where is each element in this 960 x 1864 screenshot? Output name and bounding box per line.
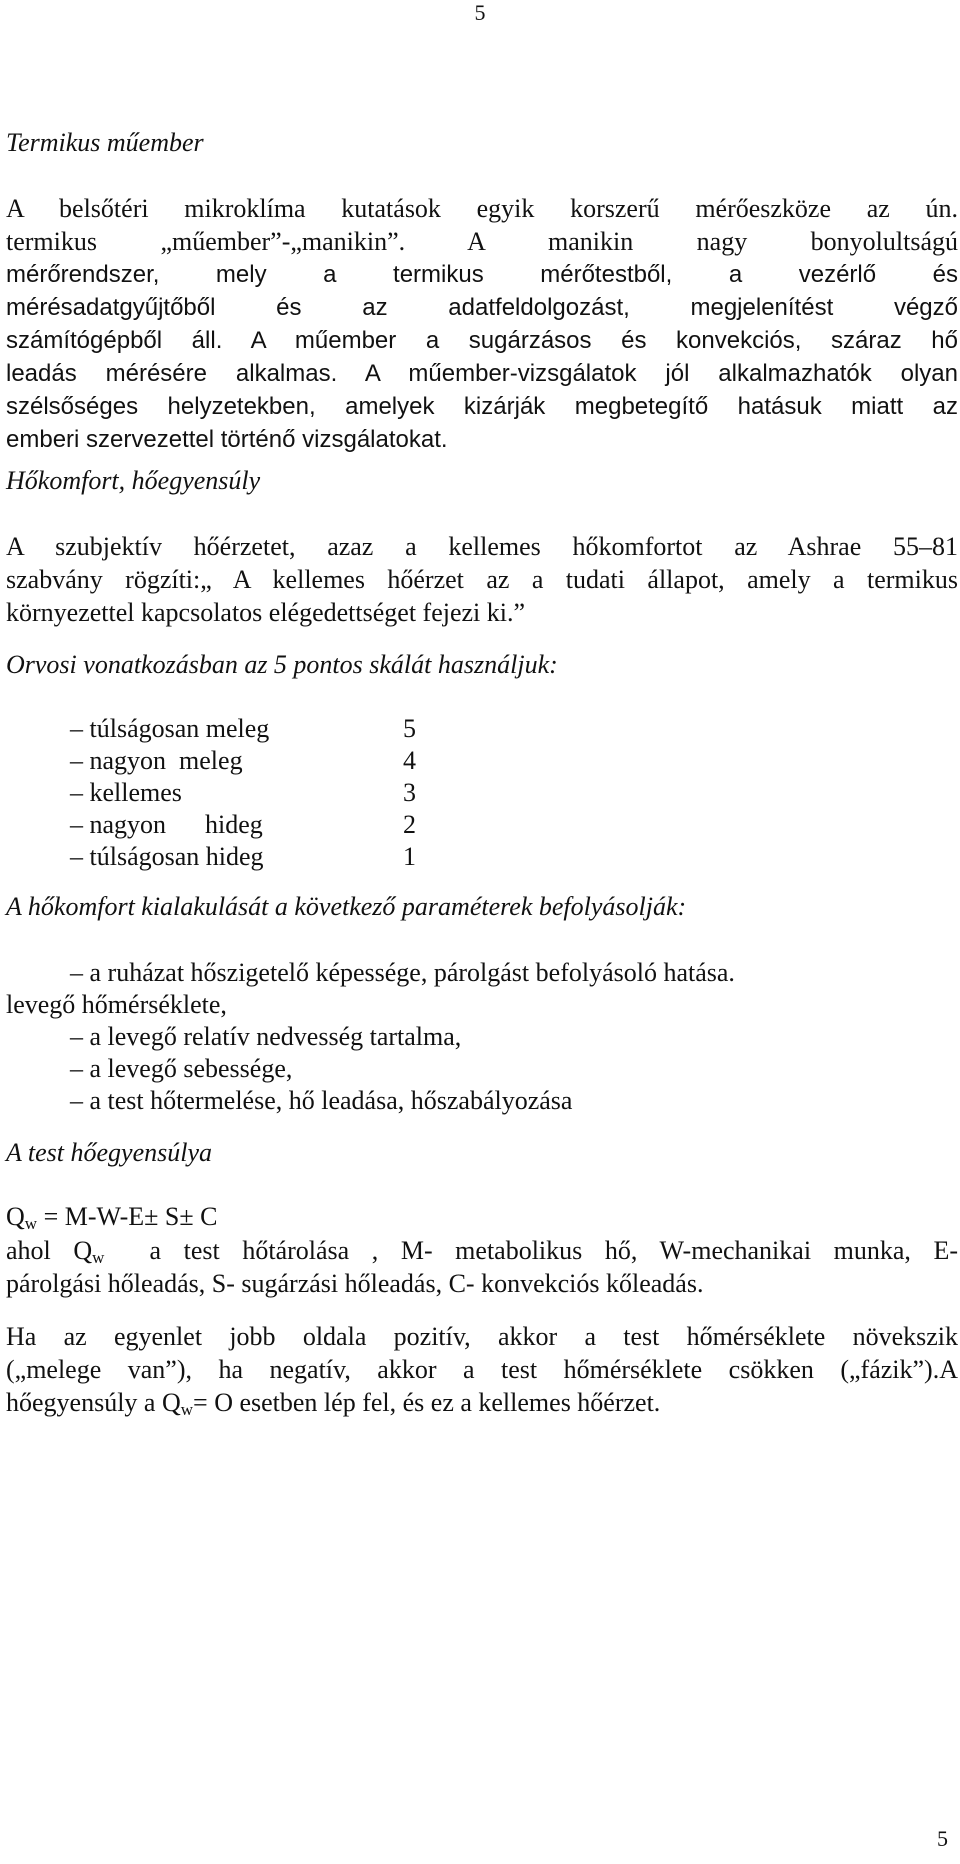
paragraph-line: környezettel kapcsolatos elégedettséget fejezi ki.” [6, 598, 526, 627]
scale-label: – túlságosan hideg [70, 842, 264, 871]
paragraph-line: termikus „műember”-„manikin”. A manikin nagy bonyolultságú [6, 227, 958, 256]
list-item: levegő hőmérséklete, [6, 990, 227, 1019]
section-title-termikus-muember: Termikus műember [6, 128, 204, 157]
scale-label: – nagyon hideg [70, 810, 263, 839]
section-title-hokomfort: Hőkomfort, hőegyensúly [6, 466, 261, 495]
page-number-bottom: 5 [937, 1826, 948, 1851]
section-title-orvosi-skala: Orvosi vonatkozásban az 5 pontos skálát használjuk: [6, 650, 558, 679]
formula-explanation: ahol $Q_w$ a test hőtárolása , M- metabolikus hő, W-mechanikai munka, E- [6, 1236, 958, 1267]
paragraph-line: A szubjektív hőérzetet, azaz a kellemes hőkomfortot az Ashrae 55–81 [6, 532, 958, 561]
paragraph-line: mérésadatgyűjtőből és az adatfeldolgozást, megjelenítést végző [6, 294, 958, 321]
scale-value: 3 [403, 778, 416, 807]
paragraph-line: („melege van”), ha negatív, akkor a test hőmérséklete csökken („fázik”).A [6, 1355, 958, 1384]
scale-value: 4 [403, 746, 416, 775]
scale-label: – nagyon meleg [70, 746, 243, 775]
list-item: – a levegő sebessége, [70, 1054, 293, 1083]
list-item: – a ruházat hőszigetelő képessége, párolgást befolyásoló hatása. [70, 958, 735, 987]
paragraph-line: emberi szervezettel történő vizsgálatokat. [6, 426, 448, 453]
paragraph-line: hőegyensúly a $Q_w= O$ esetben lép fel, és ez a kellemes hőérzet. [6, 1388, 661, 1419]
paragraph-line: szabvány rögzíti:„ A kellemes hőérzet az a tudati állapot, amely a termikus [6, 565, 958, 594]
paragraph-line: számítógépből áll. A műember a sugárzásos és konvekciós, száraz hő [6, 327, 958, 354]
section-title-test-hoegyensulya: A test hőegyensúlya [6, 1138, 213, 1167]
formula-explanation: párolgási hőleadás, S- sugárzási hőleadás, C- konvekciós kőleadás. [6, 1269, 704, 1298]
paragraph-line: A belsőtéri mikroklíma kutatások egyik korszerű mérőeszköze az ún. [6, 194, 958, 223]
paragraph-line: Ha az egyenlet jobb oldala pozitív, akkor a test hőmérséklete növekszik [6, 1322, 958, 1351]
paragraph-line: szélsőséges helyzetekben, amelyek kizárják megbetegítő hatásuk miatt az [6, 393, 958, 420]
formula: $Q_w = M-W-E\pm S\pm C$ [6, 1202, 218, 1233]
scale-label: – kellemes [70, 778, 182, 807]
page-number-top: 5 [474, 0, 486, 25]
list-item: – a levegő relatív nedvesség tartalma, [70, 1022, 462, 1051]
section-title-parameterek: A hőkomfort kialakulását a következő paraméterek befolyásolják: [6, 892, 687, 921]
list-item: – a test hőtermelése, hő leadása, hőszabályozása [70, 1086, 573, 1115]
scale-value: 2 [403, 810, 416, 839]
paragraph-line: leadás mérésére alkalmas. A műember-vizsgálatok jól alkalmazhatók olyan [6, 360, 958, 387]
paragraph-line: mérőrendszer, mely a termikus mérőtestből, a vezérlő és [6, 261, 958, 288]
scale-label: – túlságosan meleg [70, 714, 270, 743]
scale-value: 5 [403, 714, 416, 743]
scale-value: 1 [403, 842, 416, 871]
